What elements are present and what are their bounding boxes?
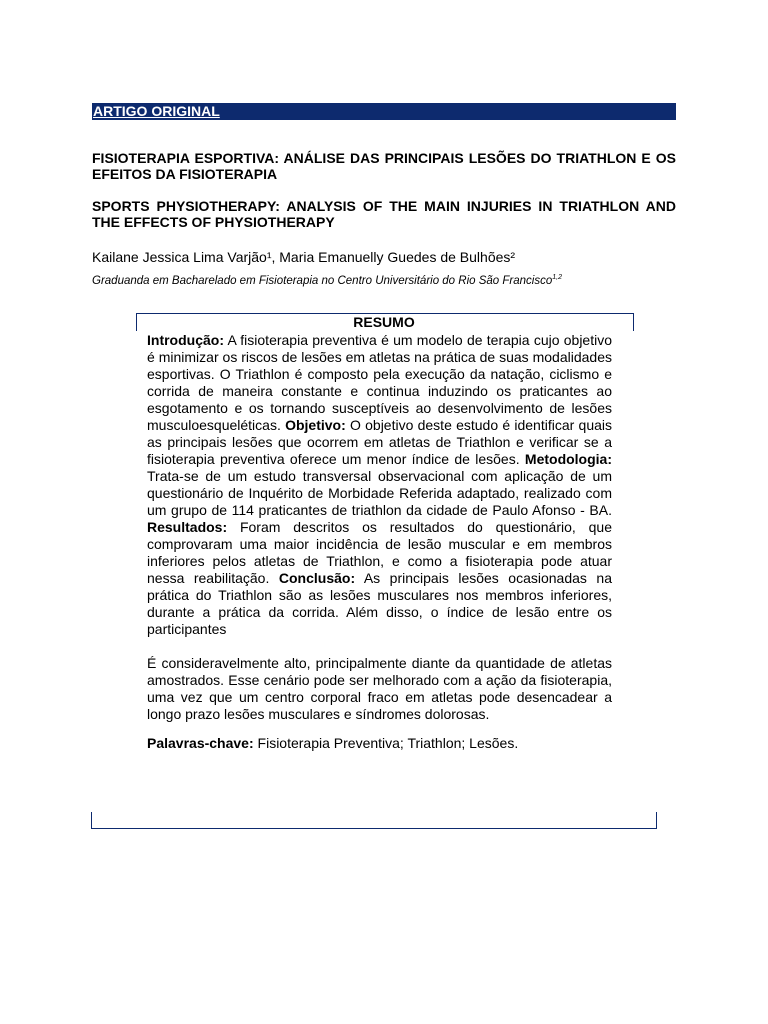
- title-english: SPORTS PHYSIOTHERAPY: ANALYSIS OF THE MAIN INJURIES IN TRIATHLON AND THE EFFECTS OF PHYSIOTHERAPY: [92, 198, 676, 230]
- conclusion-label: Conclusão:: [278, 570, 356, 586]
- conclusion-text: As principais lesões ocasionadas na prática do Triathlon são as lesões musculares nos membros inferiores, durante a prática da corrida. Além disso, o índice de lesão entre os participantes: [147, 570, 612, 637]
- affiliation-line: [92, 270, 562, 289]
- keywords-line: [147, 735, 612, 752]
- objective-text: O objetivo deste estudo é identificar quais as principais lesões que ocorrem em atletas de Triathlon e verificar se a fisioterapia preventiva oferece um menor índice de lesões.: [147, 417, 612, 467]
- results-text: Foram descritos os resultados do questionário, que comprovaram uma maior incidência de lesão muscular e em membros inferiores pelos atletas de Triathlon, e como a fisioterapia pode atuar nessa reabilitação.: [147, 519, 612, 586]
- method-label: Metodologia:: [524, 451, 613, 467]
- affiliation-superscript: 1,2: [552, 274, 562, 281]
- objective-label: Objetivo:: [285, 417, 346, 433]
- section-label-bar: [92, 103, 676, 120]
- intro-text: A fisioterapia preventiva é um modelo de terapia cujo objetivo é minimizar os riscos de lesões em atletas na prática de suas modalidades esportivas. O Triathlon é composto pela execução da natação, ciclismo e corrida de maneira constante e continua induzindo os praticantes ao esgotamento e os tornando susceptíveis ao desenvolvimento de lesões musculoesqueléticas.: [147, 332, 612, 433]
- method-text: Trata-se de um estudo transversal observacional com aplicação de um questionário de Inquérito de Morbidade Referida adaptado, realizado com um grupo de 114 praticantes de triathlon da cidade de Paulo Afonso - BA.: [147, 468, 612, 518]
- abstract-frame-bottom: [91, 812, 657, 829]
- title-portuguese: FISIOTERAPIA ESPORTIVA: ANÁLISE DAS PRINCIPAIS LESÕES DO TRIATHLON E OS EFEITOS DA FISIOTERAPIA: [92, 150, 676, 182]
- abstract-heading: RESUMO: [353, 314, 415, 330]
- intro-label: Introdução:: [147, 332, 224, 348]
- affiliation-text: Graduanda em Bacharelado em Fisioterapia no Centro Universitário do Rio São Francisco: [92, 274, 553, 287]
- results-label: Resultados:: [147, 519, 228, 535]
- abstract-paragraph-1: [147, 332, 612, 638]
- authors-line: Kailane Jessica Lima Varjão¹, Maria Emanuelly Guedes de Bulhões²: [92, 249, 516, 265]
- abstract-paragraph-2: É consideravelmente alto, principalmente diante da quantidade de atletas amostrados. Esse cenário pode ser melhorado com a ação da fisioterapia, uma vez que um centro corporal fraco em atletas pode desencadear a longo prazo lesões musculares e síndromes dolorosas.: [147, 655, 612, 722]
- keywords-text: Fisioterapia Preventiva; Triathlon; Lesões.: [253, 735, 519, 751]
- abstract-body: [147, 332, 612, 752]
- section-label: ARTIGO ORIGINAL: [93, 103, 220, 119]
- keywords-label: Palavras-chave:: [147, 735, 254, 751]
